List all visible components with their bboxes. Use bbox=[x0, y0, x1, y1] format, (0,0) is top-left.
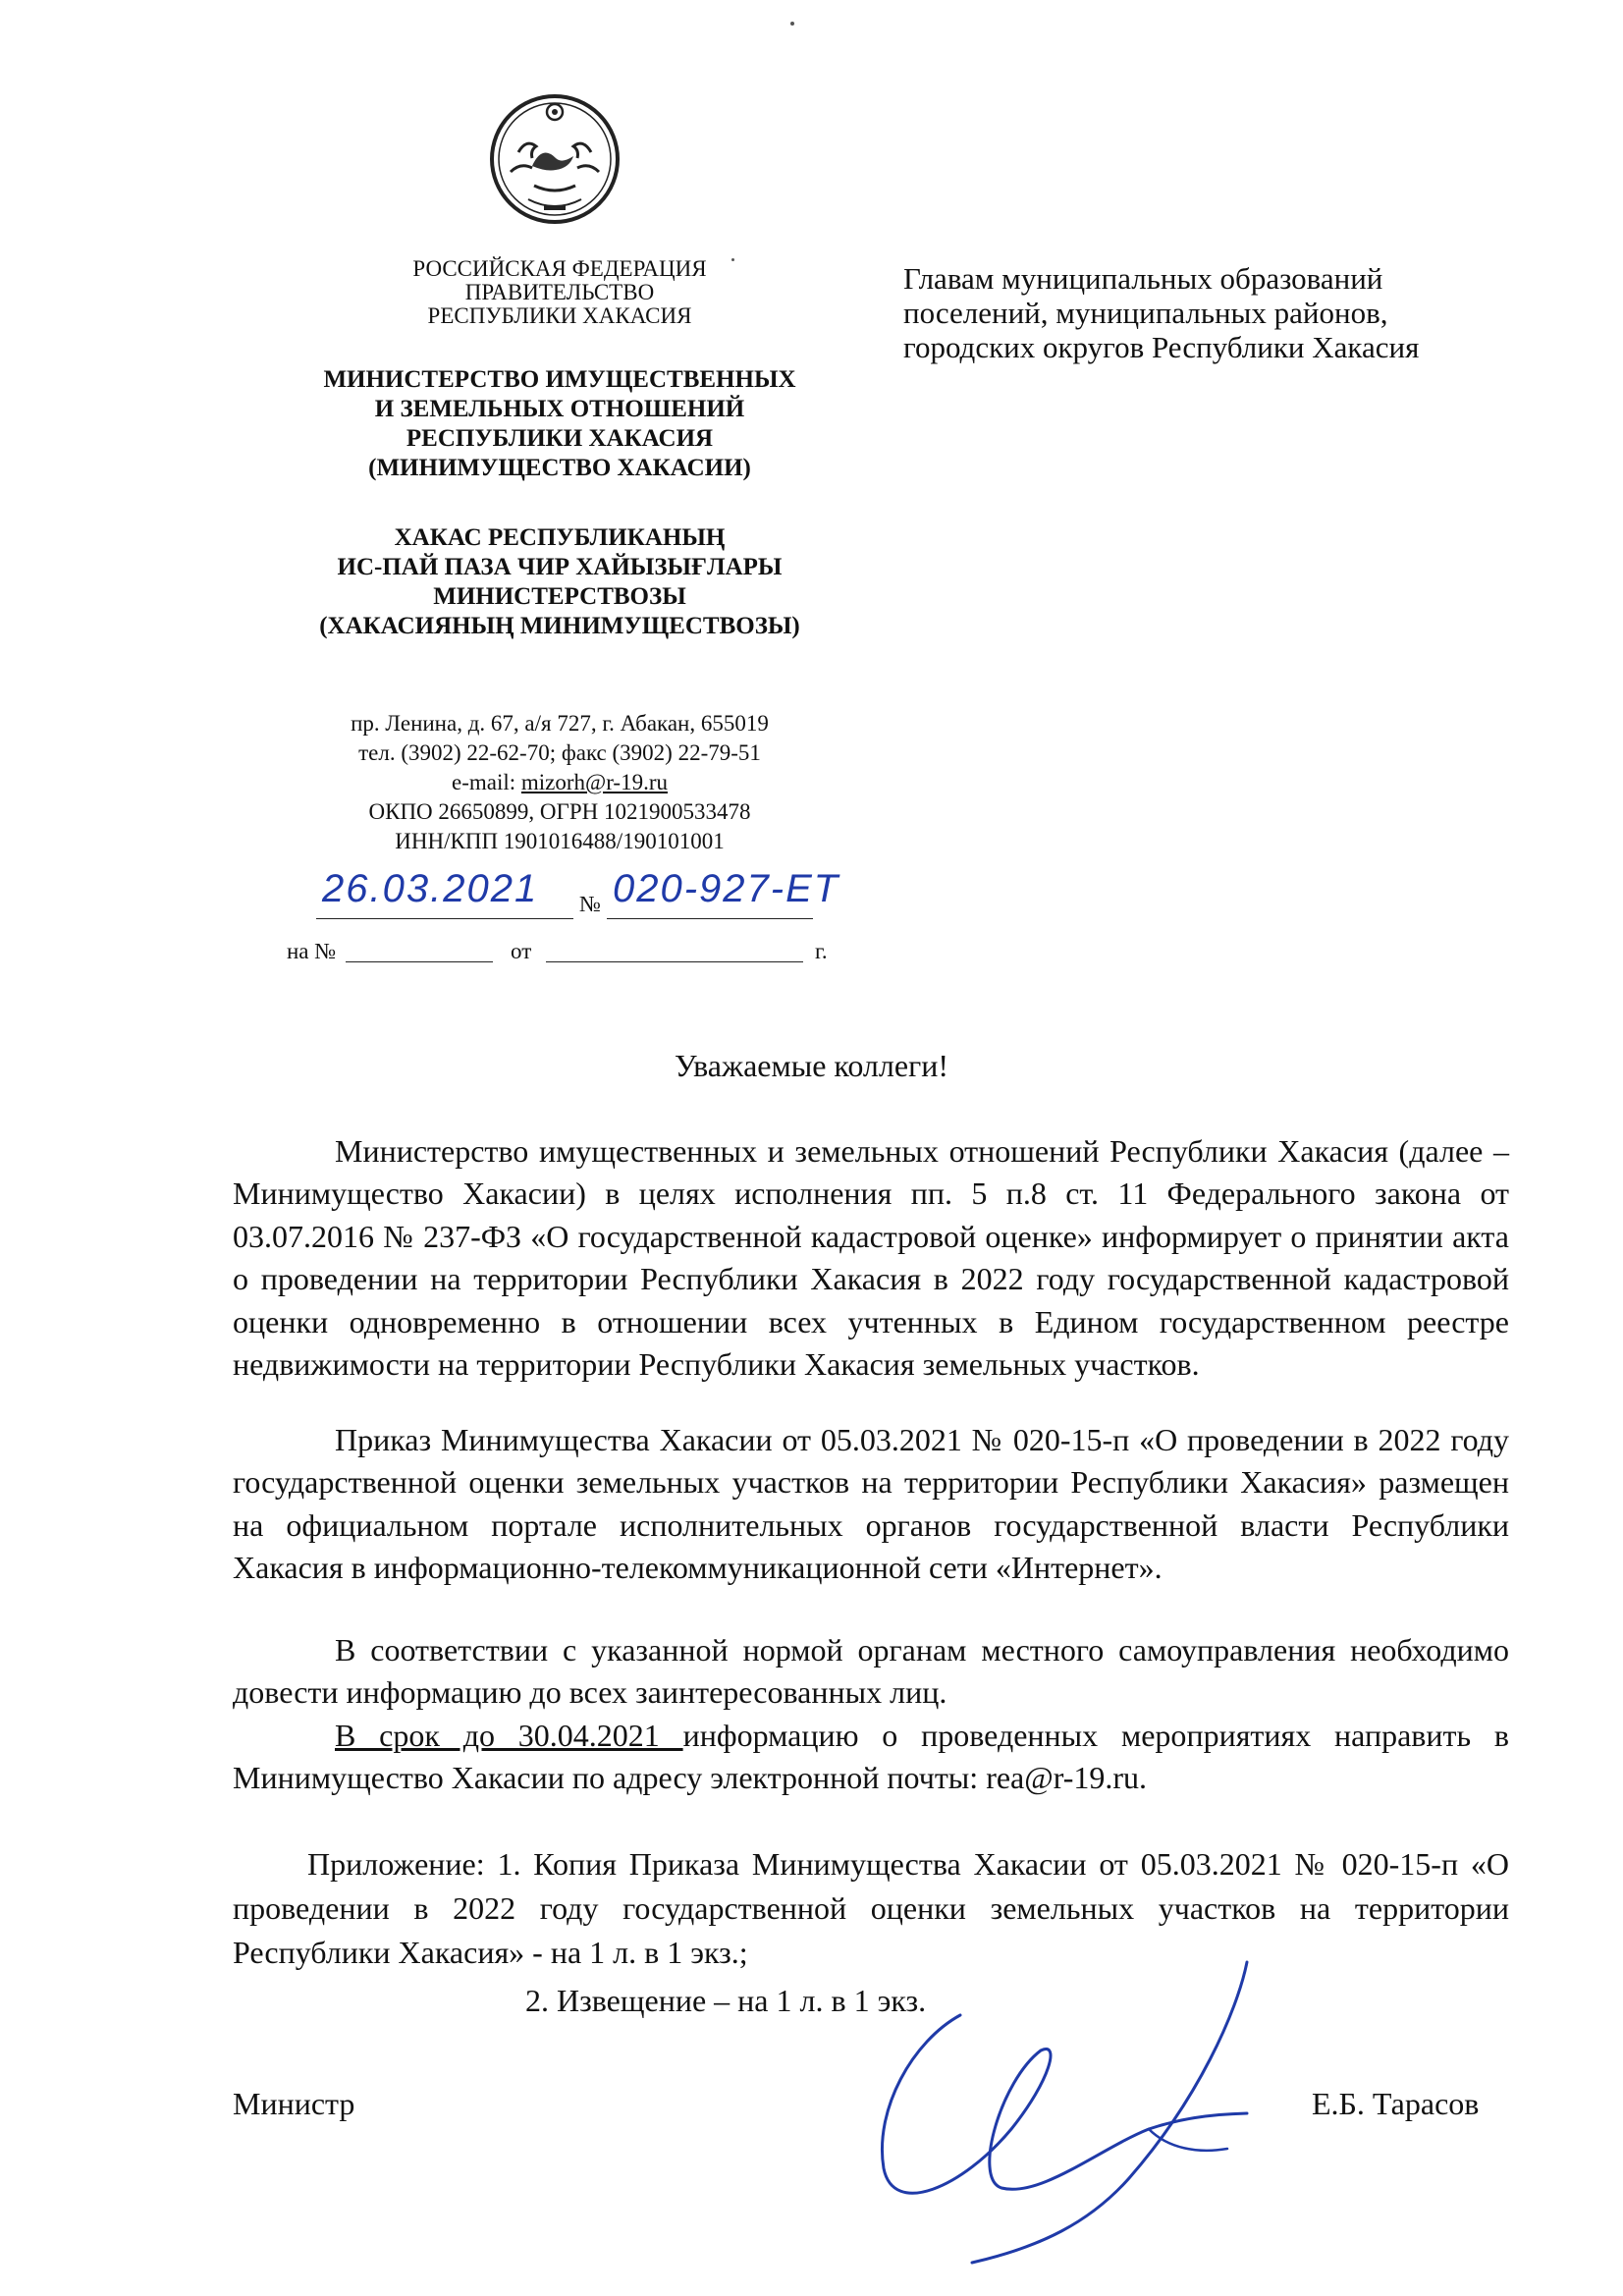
ministry-ru-line: И ЗЕМЕЛЬНЫХ ОТНОШЕНИЙ bbox=[374, 396, 745, 422]
registration-date: 26.03.2021 bbox=[322, 867, 539, 910]
reference-number-blank bbox=[346, 961, 493, 962]
scan-speck bbox=[731, 258, 734, 261]
addressee-line: городских округов Республики Хакасия bbox=[903, 330, 1420, 364]
ministry-ru-line: РЕСПУБЛИКИ ХАКАСИЯ bbox=[406, 425, 714, 452]
email-label: e-mail: bbox=[452, 770, 521, 794]
coat-of-arms-emblem bbox=[489, 93, 621, 225]
ministry-kh-line: ХАКАС РЕСПУБЛИКАНЫҢ bbox=[394, 524, 726, 551]
okpo-ogrn-line: ОКПО 26650899, ОГРН 1021900533478 bbox=[368, 799, 751, 824]
addressee-line: Главам муниципальных образований bbox=[903, 261, 1383, 296]
reference-line bbox=[287, 935, 837, 964]
paragraph-2 bbox=[233, 1419, 1509, 1590]
addressee-line: поселений, муниципальных районов, bbox=[903, 296, 1388, 330]
signatory-title: Министр bbox=[233, 2086, 355, 2121]
reference-from-label: от bbox=[511, 939, 532, 963]
paragraph-4 bbox=[233, 1715, 1509, 1800]
reference-year-suffix: г. bbox=[815, 939, 828, 963]
country-line: РОССИЙСКАЯ ФЕДЕРАЦИЯ bbox=[412, 256, 707, 281]
paragraph-4-rest: информацию о проведенных мероприятиях направить в Минимущество Хакасии по адресу электронной почты: rea@r-19.ru. bbox=[233, 1718, 1510, 1796]
government-header bbox=[226, 257, 893, 328]
paragraph-3 bbox=[233, 1629, 1509, 1715]
ministry-name-khakas bbox=[226, 523, 893, 641]
email-link[interactable]: mizorh@r-19.ru bbox=[520, 770, 668, 794]
ministry-kh-line: (ХАКАСИЯНЫҢ МИНИМУЩЕСТВОЗЫ) bbox=[319, 613, 800, 639]
scan-speck bbox=[790, 22, 794, 26]
paragraph-3-text: В соответствии с указанной нормой органам местного самоуправления необходимо довести информацию до всех заинтересованных лиц. bbox=[233, 1632, 1509, 1711]
phone-line: тел. (3902) 22-62-70; факс (3902) 22-79-51 bbox=[358, 740, 761, 765]
signatory-name: Е.Б. Тарасов bbox=[1312, 2086, 1480, 2121]
handwritten-signature bbox=[854, 1952, 1267, 2276]
addressee-block bbox=[903, 261, 1532, 364]
deadline-underlined: В срок до 30.04.2021 bbox=[335, 1718, 683, 1753]
paragraph-1-text: Министерство имущественных и земельных отношений Республики Хакасия (далее – Минимущество Хакасии) в целях исполнения пп. 5 п.8 ст. 11 Федерального закона от 03.07.2016 № 237-ФЗ «О государственной кадастровой оценке» информирует о принятии акта о проведении на территории Республики Хакасия в 2022 году государственной кадастровой оценки одновременно в отношении всех учтенных в Едином государственном реестре недвижимости на территории Республики Хакасия земельных участков. bbox=[233, 1133, 1509, 1383]
government-line-2: РЕСПУБЛИКИ ХАКАСИЯ bbox=[427, 303, 692, 328]
date-underline bbox=[316, 918, 573, 919]
inn-kpp-line: ИНН/КПП 1901016488/190101001 bbox=[395, 829, 725, 853]
email-line bbox=[226, 768, 893, 797]
paragraph-1 bbox=[233, 1130, 1509, 1386]
paragraph-4-text bbox=[233, 1715, 1509, 1800]
ministry-ru-line: МИНИСТЕРСТВО ИМУЩЕСТВЕННЫХ bbox=[323, 366, 796, 393]
ministry-kh-line: МИНИСТЕРСТВОЗЫ bbox=[433, 583, 686, 610]
reference-number-label: на № bbox=[287, 939, 337, 963]
number-underline bbox=[607, 918, 813, 919]
contact-details bbox=[226, 709, 893, 856]
appendix-item-2: 2. Извещение – на 1 л. в 1 экз. bbox=[525, 1983, 927, 2018]
salutation: Уважаемые коллеги! bbox=[675, 1048, 948, 1083]
appendix-item-1: Приложение: 1. Копия Приказа Минимущества Хакасии от 05.03.2021 № 020-15-п «О проведении в 2022 году государственной оценки земельных участков на территории Республики Хакасия» - на 1 л. в 1 экз.; bbox=[233, 1846, 1509, 1970]
registration-number-label: № bbox=[579, 892, 601, 916]
address-line: пр. Ленина, д. 67, а/я 727, г. Абакан, 655019 bbox=[351, 711, 769, 736]
ministry-kh-line: ИС-ПАЙ ПАЗА ЧИР ХАЙЫЗЫҒЛАРЫ bbox=[337, 554, 783, 580]
ministry-name-russian bbox=[226, 365, 893, 483]
government-line-1: ПРАВИТЕЛЬСТВО bbox=[464, 280, 655, 304]
paragraph-2-text: Приказ Минимущества Хакасии от 05.03.2021 № 020-15-п «О проведении в 2022 году государственной оценки земельных участков на территории Республики Хакасия» размещен на официальном портале исполнительных органов государственной власти Республики Хакасия в информационно-телекоммуникационной сети «Интернет». bbox=[233, 1422, 1509, 1586]
reference-date-blank bbox=[546, 961, 803, 962]
ministry-ru-line: (МИНИМУЩЕСТВО ХАКАСИИ) bbox=[368, 455, 751, 481]
registration-line bbox=[316, 868, 866, 919]
registration-number: 020-927-ЕТ bbox=[613, 867, 840, 910]
